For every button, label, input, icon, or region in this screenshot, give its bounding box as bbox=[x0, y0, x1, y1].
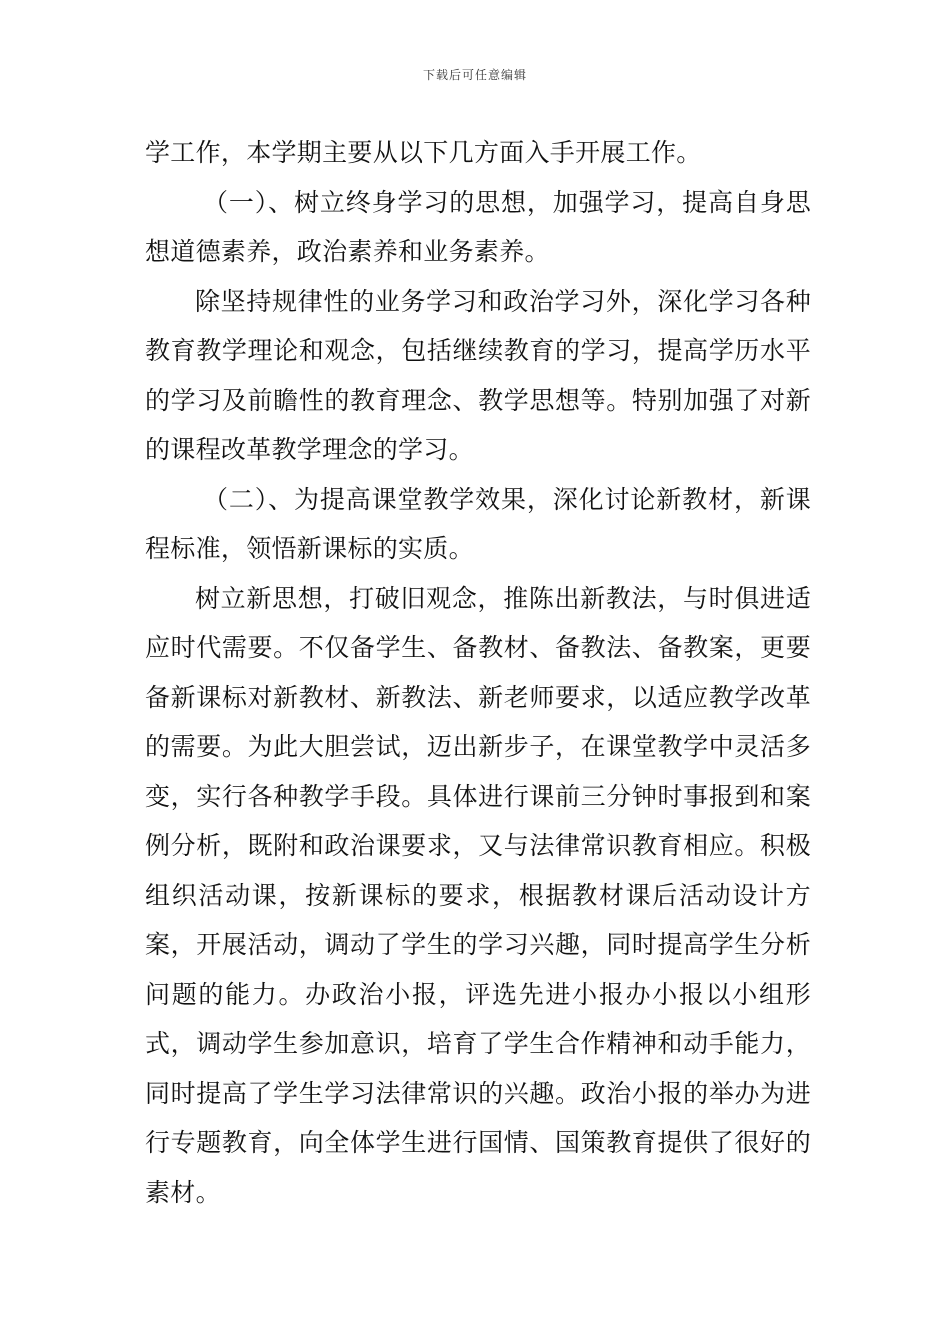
paragraph-continuation: 学工作，本学期主要从以下几方面入手开展工作。 bbox=[145, 138, 702, 167]
header-note: 下载后可任意编辑 bbox=[422, 68, 527, 82]
section-heading-two: （二）、为提高课堂教学效果，深化讨论新教材，新课程标准，领悟新课标的实质。 bbox=[145, 484, 811, 563]
section-heading-one: （一）、树立终身学习的思想，加强学习，提高自身思想道德素养，政治素养和业务素养。 bbox=[145, 187, 811, 266]
paragraph-teaching-reform: 树立新思想，打破旧观念，推陈出新教法，与时俱进适应时代需要。不仅备学生、备教材、备教法、备教案，更要备新课标对新教材、新教法、新老师要求，以适应教学改革的需要。为此大胆尝试，迈出新步子，在课堂教学中灵活多变，实行各种教学手段。具体进行课前三分钟时事报到和案例分析，既附和政治课要求，又与法律常识教育相应。积极组织活动课，按新课标的要求，根据教材课后活动设计方案，开展活动，调动了学生的学习兴趣，同时提高学生分析问题的能力。办政治小报，评选先进小报办小报以小组形式，调动学生参加意识，培育了学生合作精神和动手能力，同时提高了学生学习法律常识的兴趣。政治小报的举办为进行专题教育，向全体学生进行国情、国策教育提供了很好的素材。 bbox=[145, 583, 811, 1207]
document-body bbox=[145, 128, 811, 1217]
paragraph-study: 除坚持规律性的业务学习和政治学习外，深化学习各种教育教学理论和观念，包括继续教育的学习，提高学历水平的学习及前瞻性的教育理念、教学思想等。特别加强了对新的课程改革教学理念的学习。 bbox=[145, 286, 811, 464]
